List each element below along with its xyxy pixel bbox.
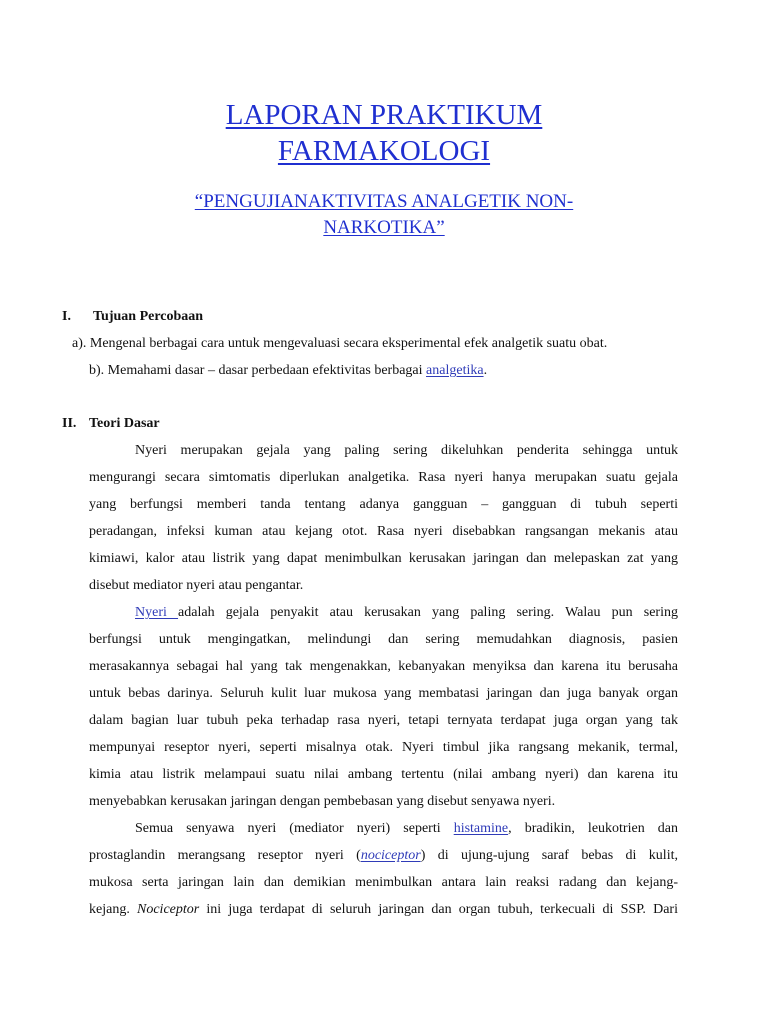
section1-heading: Tujuan Percobaan xyxy=(93,309,204,324)
paragraph3-line2-a: prostaglandin merangsang reseptor nyeri ( xyxy=(89,848,361,863)
paragraph2-line: mempunyai reseptor nyeri, seperti misalnya otak. Nyeri timbul jika rangsang mekanik, termal, xyxy=(89,740,678,755)
paragraph1-line: Nyeri merupakan gejala yang paling sering dikeluhkan penderita sehingga untuk xyxy=(135,443,678,458)
analgetika-link[interactable]: analgetika xyxy=(426,363,484,378)
paragraph3-line4-b: ini juga terdapat di seluruh jaringan dan organ tubuh, terkecuali di SSP. Dari xyxy=(199,902,678,917)
doc-subtitle-line1: “PENGUJIANAKTIVITAS ANALGETIK NON- xyxy=(194,191,574,212)
paragraph2-line: dalam bagian luar tubuh peka terhadap rasa nyeri, tetapi ternyata terdapat juga organ yang tak xyxy=(89,713,678,728)
nociceptor-link[interactable]: nociceptor xyxy=(360,848,421,863)
paragraph3-line2 xyxy=(89,847,678,865)
paragraph1-line: kimiawi, kalor atau listrik yang dapat menimbulkan kerusakan jaringan dan melepaskan zat yang xyxy=(89,551,678,566)
paragraph1-line: yang berfungsi memberi tanda tentang adanya gangguan – gangguan di tubuh seperti xyxy=(89,497,678,512)
doc-title-line1: LAPORAN PRAKTIKUM xyxy=(225,99,543,131)
histamine-link[interactable]: histamine xyxy=(453,821,509,836)
section1-item-b xyxy=(89,362,487,380)
paragraph1-line: mengurangi secara simtomatis diperlukan analgetika. Rasa nyeri hanya merupakan suatu gejala xyxy=(89,470,678,485)
paragraph1-line: disebut mediator nyeri atau pengantar. xyxy=(89,578,304,593)
paragraph3-line4 xyxy=(89,901,678,919)
section2-heading: Teori Dasar xyxy=(89,416,160,431)
paragraph2-line: kimia atau listrik melampaui suatu nilai ambang tertentu (nilai ambang nyeri) dan karena itu xyxy=(89,767,678,782)
section1-number: I. xyxy=(62,309,71,324)
paragraph2-line: untuk bebas darinya. Seluruh kulit luar mukosa yang membatasi jaringan dan juga banyak organ xyxy=(89,686,678,701)
paragraph1-line: peradangan, infeksi kuman atau kejang otot. Rasa nyeri disebabkan rangsangan mekanis atau xyxy=(89,524,678,539)
paragraph3-line4-a: kejang. xyxy=(89,902,137,917)
paragraph3-line1-a: Semua senyawa nyeri (mediator nyeri) seperti xyxy=(135,821,454,836)
paragraph3-line2-b: ) di ujung-ujung saraf bebas di kulit, xyxy=(420,848,678,863)
nociceptor-term: Nociceptor xyxy=(137,902,200,917)
section1-item-a: a). Mengenal berbagai cara untuk mengevaluasi secara eksperimental efek analgetik suatu obat. xyxy=(72,336,608,351)
section2-number: II. xyxy=(62,416,77,431)
section1-item-b-prefix: b). Memahami dasar – dasar perbedaan efektivitas berbagai xyxy=(89,363,427,378)
section1-item-b-suffix: . xyxy=(483,363,488,378)
paragraph2-first-line-rest: adalah gejala penyakit atau kerusakan yang paling sering. Walau pun sering xyxy=(178,605,678,620)
paragraph3-line1 xyxy=(135,820,678,838)
paragraph3-line3: mukosa serta jaringan lain dan demikian menimbulkan antara lain reaksi radang dan kejang- xyxy=(89,875,678,890)
doc-subtitle-line2: NARKOTIKA” xyxy=(323,217,445,238)
doc-title-line2: FARMAKOLOGI xyxy=(277,135,491,167)
paragraph2-first-line xyxy=(135,604,678,622)
paragraph2-line: berfungsi untuk mengingatkan, melindungi dan sering memudahkan diagnosis, pasien xyxy=(89,632,678,647)
nyeri-link[interactable]: Nyeri xyxy=(135,605,179,620)
paragraph3-line1-b: , bradikin, leukotrien dan xyxy=(508,821,678,836)
paragraph2-line: menyebabkan kerusakan jaringan dengan pembebasan yang disebut senyawa nyeri. xyxy=(89,794,556,809)
paragraph2-line: merasakannya sebagai hal yang tak mengenakkan, kebanyakan menyiksa dan karena itu berusaha xyxy=(89,659,678,674)
